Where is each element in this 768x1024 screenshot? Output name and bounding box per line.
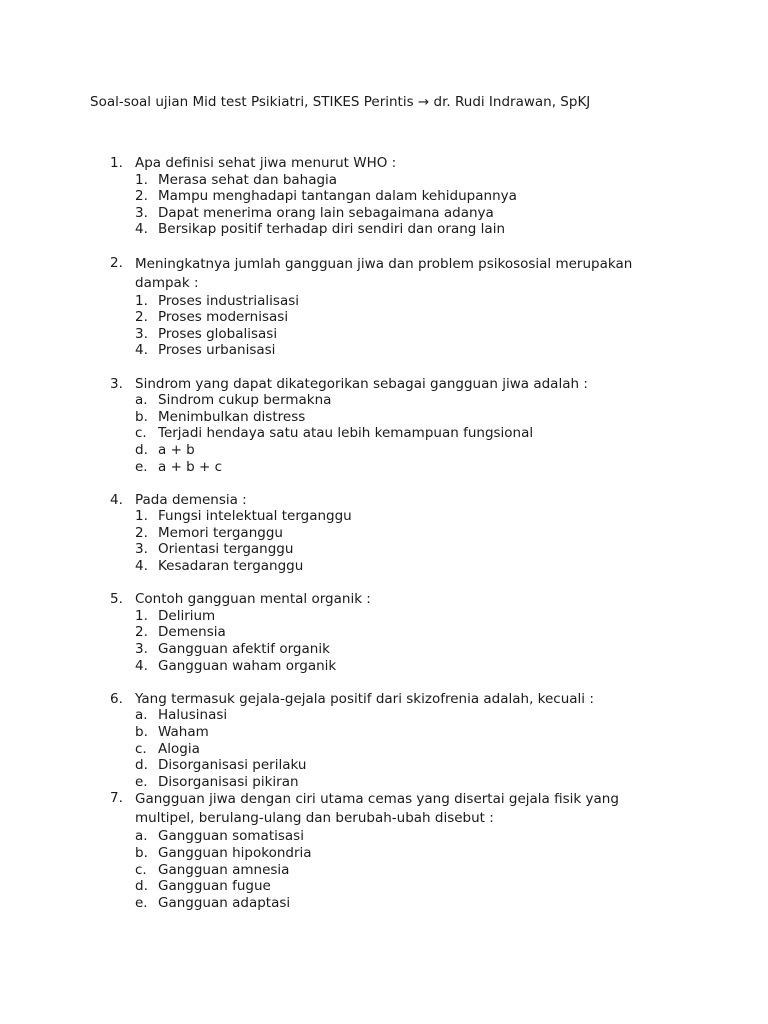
answer-option bbox=[135, 205, 655, 222]
option-text: Demensia bbox=[158, 624, 226, 641]
question-7 bbox=[110, 790, 655, 911]
option-marker: 3. bbox=[135, 641, 148, 658]
answer-option bbox=[135, 774, 655, 791]
option-text: Proses globalisasi bbox=[158, 325, 278, 342]
option-text: a + b bbox=[158, 441, 195, 458]
answer-option bbox=[135, 326, 655, 343]
question-number: 6. bbox=[110, 690, 123, 707]
question-text: Contoh gangguan mental organik : bbox=[135, 591, 371, 608]
option-marker: 3. bbox=[135, 541, 148, 558]
option-text: Fungsi intelektual terganggu bbox=[158, 508, 352, 525]
answer-option bbox=[135, 608, 655, 625]
option-text: Gangguan amnesia bbox=[158, 861, 290, 878]
answer-option bbox=[135, 707, 655, 724]
option-text: Gangguan afektif organik bbox=[158, 641, 330, 658]
answer-option bbox=[135, 409, 655, 426]
option-text: Merasa sehat dan bahagia bbox=[158, 171, 338, 188]
answer-option bbox=[135, 624, 655, 641]
answer-option bbox=[135, 525, 655, 542]
option-marker: a. bbox=[135, 392, 148, 409]
answer-option bbox=[135, 558, 655, 575]
option-text: Disorganisasi pikiran bbox=[158, 773, 299, 790]
question-list bbox=[0, 155, 768, 911]
option-text: Gangguan somatisasi bbox=[158, 828, 304, 845]
option-marker: b. bbox=[135, 844, 148, 861]
option-text: Terjadi hendaya satu atau lebih kemampuan fungsional bbox=[158, 425, 534, 442]
question-text: Apa definisi sehat jiwa menurut WHO : bbox=[135, 155, 397, 171]
answer-option bbox=[135, 828, 655, 845]
answer-option bbox=[135, 658, 655, 675]
option-text: Bersikap positif terhadap diri sendiri dan orang lain bbox=[158, 221, 505, 238]
question-5 bbox=[110, 591, 655, 674]
option-text: Sindrom cukup bermakna bbox=[158, 392, 332, 409]
question-number: 1. bbox=[110, 155, 123, 171]
answer-option bbox=[135, 895, 655, 912]
question-number: 7. bbox=[110, 790, 123, 807]
option-marker: b. bbox=[135, 724, 148, 740]
option-marker: 1. bbox=[135, 607, 148, 624]
option-text: Gangguan waham organik bbox=[158, 657, 337, 674]
question-1 bbox=[110, 155, 655, 238]
option-marker: 4. bbox=[135, 342, 148, 359]
option-text: Mampu menghadapi tantangan dalam kehidupannya bbox=[158, 188, 517, 205]
option-marker: 3. bbox=[135, 325, 148, 342]
answer-option bbox=[135, 508, 655, 525]
question-number: 3. bbox=[110, 375, 123, 392]
answer-option bbox=[135, 293, 655, 310]
question-text: Pada demensia : bbox=[135, 491, 247, 508]
option-marker: a. bbox=[135, 707, 148, 724]
answer-option bbox=[135, 724, 655, 741]
answer-option bbox=[135, 342, 655, 359]
option-text: Dapat menerima orang lain sebagaimana adanya bbox=[158, 204, 494, 221]
answer-option bbox=[135, 425, 655, 442]
question-4 bbox=[110, 491, 655, 575]
option-marker: 3. bbox=[135, 204, 148, 221]
option-marker: 4. bbox=[135, 657, 148, 674]
option-marker: e. bbox=[135, 458, 148, 475]
answer-option bbox=[135, 309, 655, 326]
option-text: Memori terganggu bbox=[158, 524, 283, 541]
question-number: 4. bbox=[110, 491, 123, 508]
option-text: Delirium bbox=[158, 607, 216, 624]
option-marker: e. bbox=[135, 773, 148, 790]
option-text: Halusinasi bbox=[158, 707, 228, 724]
answer-option bbox=[135, 641, 655, 658]
answer-option bbox=[135, 188, 655, 205]
option-text: Gangguan fugue bbox=[158, 878, 271, 895]
question-number: 2. bbox=[110, 254, 123, 271]
option-marker: 4. bbox=[135, 558, 148, 575]
answer-option bbox=[135, 878, 655, 895]
option-text: Gangguan adaptasi bbox=[158, 894, 291, 911]
option-text: a + b + c bbox=[158, 458, 223, 475]
answer-option bbox=[135, 459, 655, 476]
option-text: Menimbulkan distress bbox=[158, 408, 306, 425]
answer-option bbox=[135, 741, 655, 758]
answer-option bbox=[135, 172, 655, 189]
option-text: Gangguan hipokondria bbox=[158, 844, 312, 861]
option-marker: c. bbox=[135, 425, 147, 442]
option-marker: 4. bbox=[135, 221, 148, 238]
option-marker: 1. bbox=[135, 171, 148, 188]
option-marker: a. bbox=[135, 828, 148, 845]
option-marker: d. bbox=[135, 757, 148, 774]
option-text: Waham bbox=[158, 724, 209, 740]
option-text: Proses urbanisasi bbox=[158, 342, 276, 359]
answer-option bbox=[135, 862, 655, 879]
option-marker: 2. bbox=[135, 309, 148, 326]
question-number: 5. bbox=[110, 591, 123, 608]
option-text: Disorganisasi perilaku bbox=[158, 757, 307, 774]
option-marker: 2. bbox=[135, 188, 148, 205]
question-text: Yang termasuk gejala-gejala positif dari skizofrenia adalah, kecuali : bbox=[135, 690, 594, 707]
question-6 bbox=[110, 690, 655, 791]
option-text: Kesadaran terganggu bbox=[158, 558, 304, 575]
answer-option bbox=[135, 392, 655, 409]
option-text: Alogia bbox=[158, 740, 200, 757]
option-marker: b. bbox=[135, 408, 148, 425]
option-marker: c. bbox=[135, 740, 147, 757]
option-marker: e. bbox=[135, 894, 148, 911]
question-text: Sindrom yang dapat dikategorikan sebagai gangguan jiwa adalah : bbox=[135, 375, 588, 392]
question-text: Gangguan jiwa dengan ciri utama cemas yang disertai gejala fisik yang multipel, berulang-ulang dan berubah-ubah disebut : bbox=[135, 791, 619, 827]
option-marker: c. bbox=[135, 861, 147, 878]
option-text: Proses industrialisasi bbox=[158, 292, 300, 309]
answer-option bbox=[135, 845, 655, 862]
option-marker: d. bbox=[135, 878, 148, 895]
document-title: Soal-soal ujian Mid test Psikiatri, STIKES Perintis → dr. Rudi Indrawan, SpKJ bbox=[90, 94, 591, 110]
question-text: Meningkatnya jumlah gangguan jiwa dan problem psikososial merupakan dampak : bbox=[135, 255, 633, 291]
option-marker: 1. bbox=[135, 292, 148, 309]
answer-option bbox=[135, 221, 655, 238]
question-2 bbox=[110, 254, 655, 359]
answer-option bbox=[135, 442, 655, 459]
option-marker: d. bbox=[135, 441, 148, 458]
answer-option bbox=[135, 757, 655, 774]
option-text: Orientasi terganggu bbox=[158, 541, 294, 558]
answer-option bbox=[135, 541, 655, 558]
question-3 bbox=[110, 375, 655, 476]
option-marker: 2. bbox=[135, 624, 148, 641]
option-marker: 2. bbox=[135, 524, 148, 541]
option-marker: 1. bbox=[135, 508, 148, 525]
option-text: Proses modernisasi bbox=[158, 309, 289, 326]
